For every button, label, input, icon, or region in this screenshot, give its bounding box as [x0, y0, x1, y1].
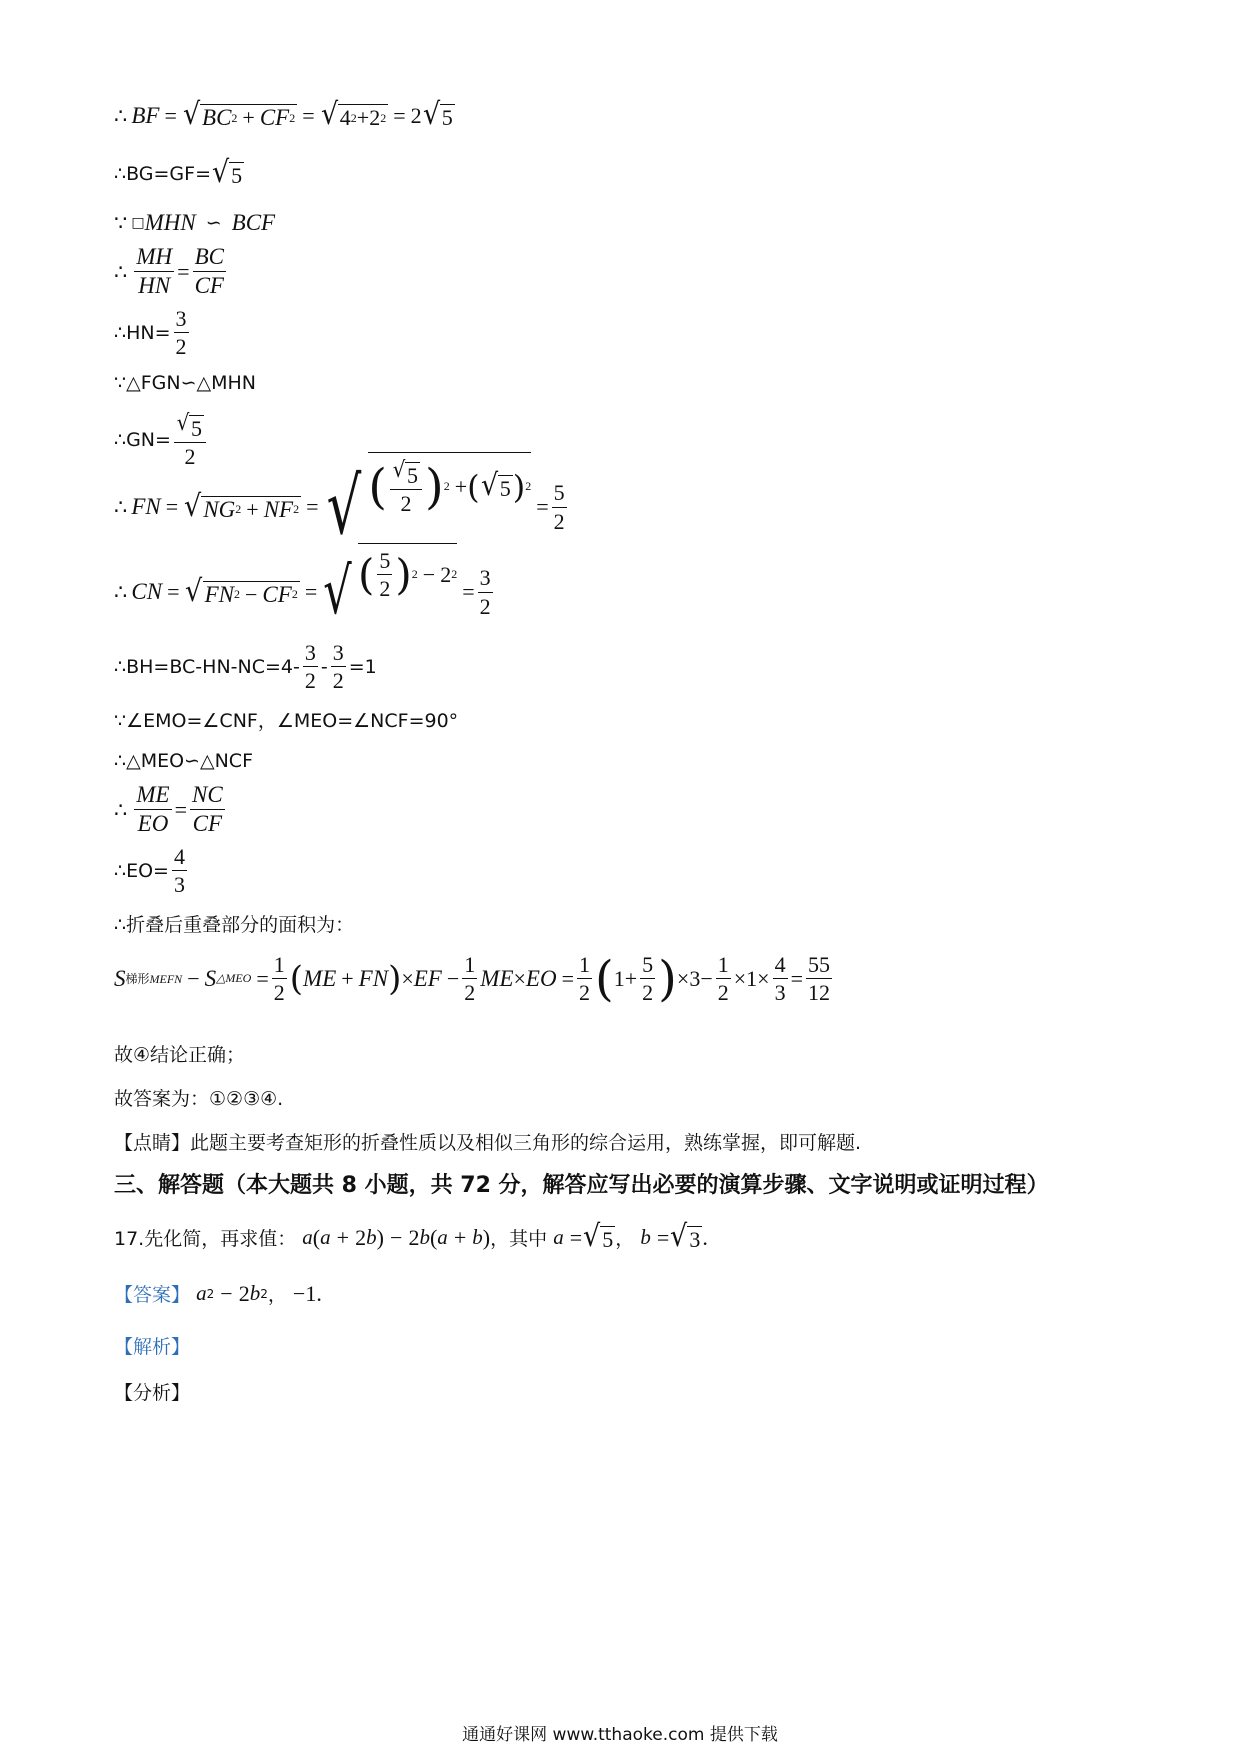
step-fgn-similar: ∵△FGN∽△MHN — [114, 372, 256, 394]
step-bf: ∴ BF = √ BC 2 + CF 2 = √ 4 2 + 2 2 = 2 √ 5 — [114, 97, 453, 132]
step-ratio-mh: ∴ $\frac{MH}{HN}$ = $\frac{BC}{CF}$ — [114, 244, 224, 299]
fenxi-tag: 【分析】 — [114, 1382, 191, 1404]
step-hn: ∴HN= $\frac{3}{2}$ — [114, 306, 187, 360]
step-meo-similar: ∴△MEO∽△NCF — [114, 750, 253, 772]
section-title: 三、解答题（本大题共 8 小题，共 72 分，解答应写出必要的演算步骤、文字说明或证明过程） — [114, 1173, 1049, 1198]
footer-credit: 通通好课网 www.tthaoke.com 提供下载 — [462, 1725, 778, 1745]
step-area-formula: S 梯形MEFN − S △MEO = $\frac{1}{2}$ ( ME + FN ) × EF − $\frac{1}{2}$ ME × EO = $\frac{1}{2}$ ( 1+ $\frac{5}{2}$ ) ×3− $\frac{1}{2}$ ×1× $\frac{4}{3}$ = $\frac{55}{12}$ — [114, 950, 830, 1007]
answer-line: 【答案】 a 2 − 2 b 2 ， −1 . — [114, 1280, 322, 1306]
step-eo: ∴EO= $\frac{4}{3}$ — [114, 844, 185, 898]
final-answer: 故答案为：①②③④. — [114, 1088, 284, 1110]
step-fn: ∴ FN = √ NG 2 + NF 2 = √ ( √ 5 2 ) 2 + ( √ 5 ) 2 = $\frac{5}{2}$ — [114, 468, 570, 546]
conclusion-4: 故④结论正确； — [114, 1044, 246, 1066]
step-mhn-similar: ∵ □ MHN ∽ BCF — [114, 210, 276, 235]
commentary: 【点睛】此题主要考查矩形的折叠性质以及相似三角形的综合运用，熟练掌握，即可解题. — [114, 1132, 862, 1154]
step-area-intro: ∴折叠后重叠部分的面积为： — [114, 914, 355, 936]
step-angles: ∵∠EMO=∠CNF，∠MEO=∠NCF=90° — [114, 710, 459, 732]
analysis-tag: 【解析】 — [114, 1336, 191, 1358]
step-gn: ∴GN= √ 5 2 — [114, 410, 209, 470]
step-cn: ∴ CN = √ FN 2 − CF 2 = √ ( $\frac{5}{2}$ ) 2 − 2 2 = $\frac{3}{2}$ — [114, 560, 496, 624]
step-ratio-me: ∴ $\frac{ME}{EO}$ = $\frac{NC}{CF}$ — [114, 782, 223, 837]
step-bh: ∴BH=BC-HN-NC=4- $\frac{3}{2}$ - $\frac{3}{2}$ =1 — [114, 640, 377, 694]
step-bg-gf: ∴BG=GF= √ 5 — [114, 155, 243, 190]
answer-tag: 【答案】 — [114, 1284, 191, 1306]
question-17: 17.先化简，再求值： a ( a + 2 b ) − 2 b ( a + b ) ，其中 a = √ 5 ， b = √ 3 . — [114, 1219, 708, 1254]
